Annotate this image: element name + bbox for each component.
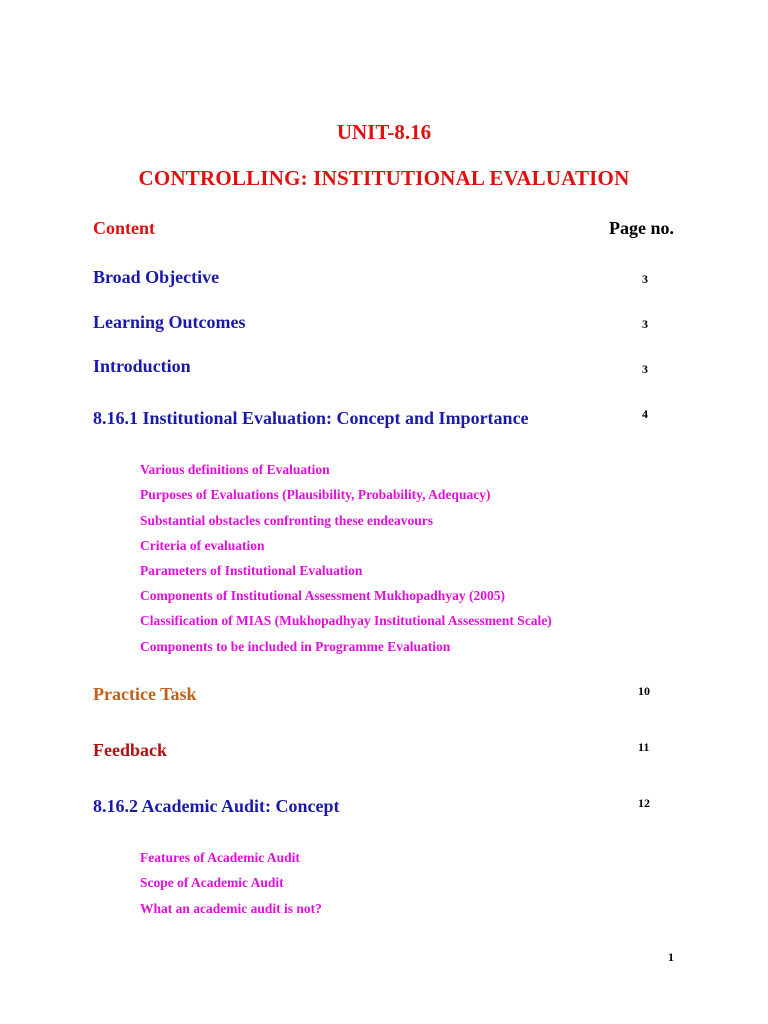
toc-page-number: 3 [642, 362, 648, 376]
content-heading: Content [93, 218, 155, 238]
toc-subtopic[interactable]: Components of Institutional Assessment Mukhopadhyay (2005) [140, 588, 505, 603]
page-title: CONTROLLING: INSTITUTIONAL EVALUATION [138, 166, 630, 190]
toc-entry-learning-outcomes[interactable]: Learning Outcomes [93, 312, 246, 332]
toc-subtopic[interactable]: What an academic audit is not? [140, 901, 322, 916]
toc-subtopic[interactable]: Features of Academic Audit [140, 850, 300, 865]
toc-page-number: 4 [642, 407, 648, 421]
page-no-heading: Page no. [609, 218, 674, 238]
toc-entry-feedback[interactable]: Feedback [93, 740, 167, 760]
toc-page-number: 10 [638, 684, 650, 698]
toc-subtopic[interactable]: Parameters of Institutional Evaluation [140, 563, 363, 578]
toc-entry-section-8-16-2[interactable]: 8.16.2 Academic Audit: Concept [93, 796, 340, 816]
toc-subtopic[interactable]: Purposes of Evaluations (Plausibility, Probability, Adequacy) [140, 487, 491, 502]
toc-entry-section-8-16-1[interactable]: 8.16.1 Institutional Evaluation: Concept and Importance [93, 408, 529, 428]
toc-subtopic[interactable]: Scope of Academic Audit [140, 875, 284, 890]
toc-page-number: 3 [642, 317, 648, 331]
toc-entry-broad-objective[interactable]: Broad Objective [93, 267, 220, 287]
toc-entry-practice-task[interactable]: Practice Task [93, 684, 197, 704]
toc-subtopic[interactable]: Classification of MIAS (Mukhopadhyay Institutional Assessment Scale) [140, 613, 552, 628]
toc-subtopic[interactable]: Various definitions of Evaluation [140, 462, 330, 477]
toc-entry-introduction[interactable]: Introduction [93, 356, 191, 376]
toc-subtopic[interactable]: Substantial obstacles confronting these endeavours [140, 513, 434, 528]
toc-subtopic[interactable]: Criteria of evaluation [140, 538, 265, 553]
unit-title: UNIT-8.16 [336, 120, 432, 144]
footer-page-number: 1 [668, 950, 674, 964]
toc-page-number: 3 [642, 272, 648, 286]
toc-subtopic[interactable]: Components to be included in Programme Evaluation [140, 639, 451, 654]
toc-page-number: 11 [638, 740, 650, 754]
toc-page-number: 12 [638, 796, 650, 810]
